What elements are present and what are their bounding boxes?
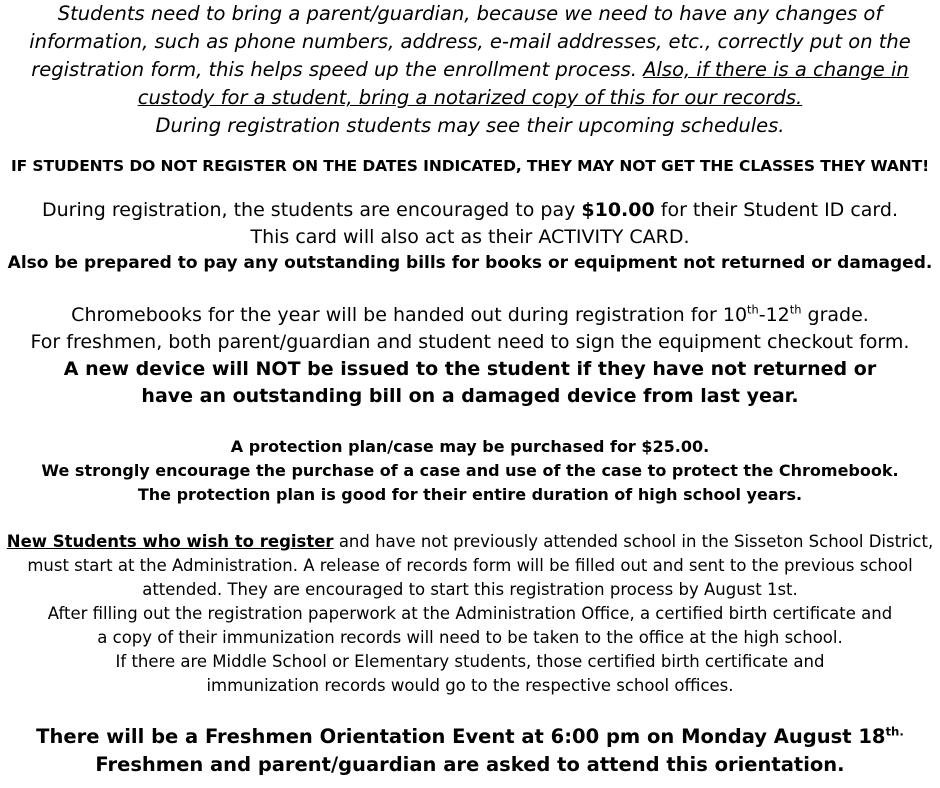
intro-line-4 — [0, 84, 940, 112]
chromebook-line-3: A new device will NOT be issued to the student if they have not returned or — [63, 358, 877, 380]
fee-line-1-pre: During registration, the students are encouraged to pay — [41, 199, 582, 221]
student-id-fee-section — [0, 197, 940, 276]
orientation-date-suffix: th. — [885, 724, 904, 739]
chromebook-line-1-mid: -12 — [758, 304, 790, 326]
new-students-line-1 — [0, 530, 940, 554]
new-students-line-4: After filling out the registration paperwork at the Administration Office, a certified birth certificate and — [47, 604, 893, 623]
chromebook-line-1-post: grade. — [801, 304, 869, 326]
intro-line-2: information, such as phone numbers, address, e-mail addresses, etc., correctly put on the — [29, 30, 911, 53]
protection-line-2: We strongly encourage the purchase of a case and use of the case to protect the Chromebook. — [41, 461, 899, 480]
custody-note-start: Also, if there is a change in — [643, 58, 909, 81]
intro-line-3 — [0, 56, 940, 84]
new-students-line-7: immunization records would go to the respective school offices. — [206, 676, 734, 695]
orientation-line-2: Freshmen and parent/guardian are asked to attend this orientation. — [95, 753, 845, 776]
fee-line-1-post: for their Student ID card. — [654, 199, 899, 221]
intro-line-3-text: registration form, this helps speed up the enrollment process. — [31, 58, 644, 81]
new-students-line-3: attended. They are encouraged to start this registration process by August 1st. — [142, 580, 798, 599]
chromebook-line-4: have an outstanding bill on a damaged device from last year. — [141, 385, 799, 407]
new-students-line-1-rest: and have not previously attended school in the Sisseton School District, — [333, 532, 934, 551]
chromebook-line-1 — [0, 302, 940, 329]
protection-line-3: The protection plan is good for their entire duration of high school years. — [137, 485, 803, 504]
fee-line-1 — [0, 197, 940, 224]
chromebook-line-1-pre: Chromebooks for the year will be handed out during registration for 10 — [71, 304, 748, 326]
new-students-line-6: If there are Middle School or Elementary students, those certified birth certificate and — [115, 652, 825, 671]
new-students-line-2: must start at the Administration. A release of records form will be filled out and sent to the previous school — [27, 556, 913, 575]
intro-paragraph — [0, 0, 940, 140]
new-students-line-5: a copy of their immunization records will need to be taken to the office at the high school. — [97, 628, 843, 647]
chromebook-section — [0, 302, 940, 410]
orientation-section — [0, 723, 940, 779]
intro-line-5: During registration students may see their upcoming schedules. — [155, 114, 785, 137]
custody-note-end: custody for a student, bring a notarized copy of this for our records. — [137, 86, 803, 109]
grade-10-suffix: th — [747, 302, 759, 317]
register-dates-warning: IF STUDENTS DO NOT REGISTER ON THE DATES INDICATED, THEY MAY NOT GET THE CLASSES THEY WANT! — [10, 157, 930, 175]
chromebook-line-2: For freshmen, both parent/guardian and student need to sign the equipment checkout form. — [30, 331, 910, 353]
new-students-section — [0, 530, 940, 698]
fee-amount: $10.00 — [581, 199, 655, 221]
outstanding-bills-note: Also be prepared to pay any outstanding bills for books or equipment not returned or damaged. — [7, 253, 933, 273]
fee-line-2: This card will also act as their ACTIVITY CARD. — [250, 226, 690, 248]
new-students-heading: New Students who wish to register — [6, 532, 334, 551]
protection-line-1: A protection plan/case may be purchased for $25.00. — [230, 437, 710, 456]
orientation-line-1 — [0, 723, 940, 751]
grade-12-suffix: th — [789, 302, 802, 317]
protection-plan-section — [0, 435, 940, 507]
intro-line-1: Students need to bring a parent/guardian, because we need to have any changes of — [57, 2, 883, 25]
orientation-line-1-text: There will be a Freshmen Orientation Event at 6:00 pm on Monday August 18 — [36, 725, 886, 748]
